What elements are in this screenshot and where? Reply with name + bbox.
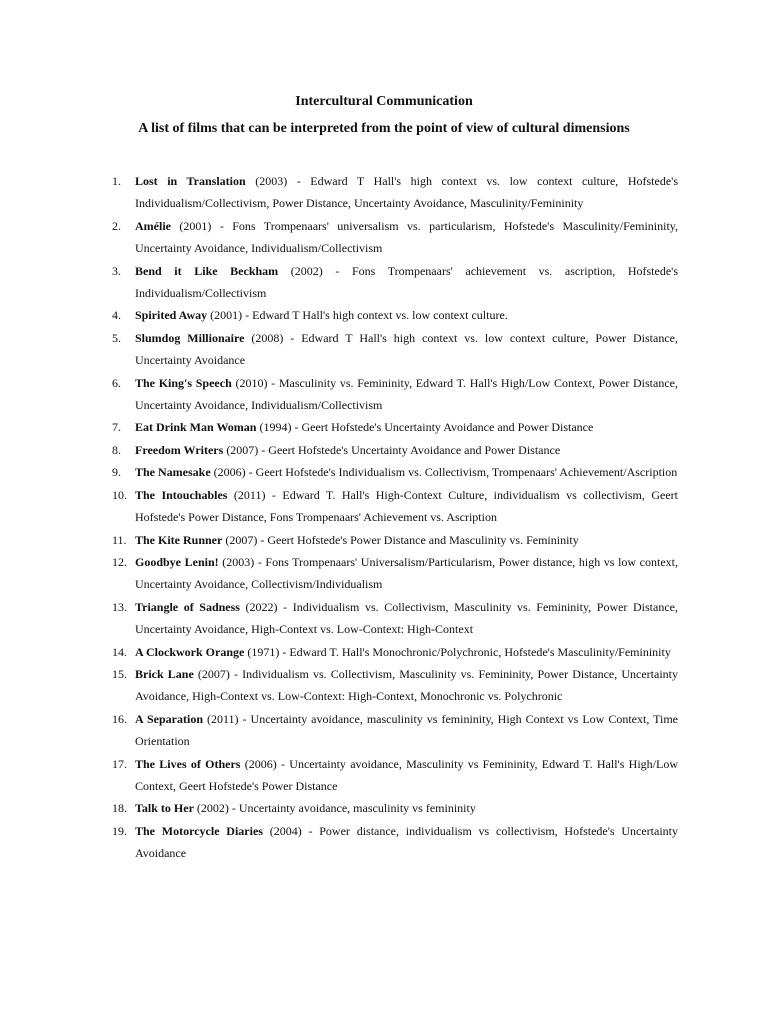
list-item-number: 4. xyxy=(112,308,121,323)
film-description: (2002) - Uncertainty avoidance, masculinity vs femininity xyxy=(193,801,476,816)
list-item-number: 8. xyxy=(112,442,121,457)
film-description: (2008) - Edward T Hall's high context vs. low context culture, Power Distance, Uncertainty Avoidance xyxy=(135,330,678,368)
film-description: (2003) - Edward T Hall's high context vs. low context culture, Hofstede's Individualism/Collectivism, Power Distance, Uncertainty Avoidance, Masculinity/Femininity xyxy=(135,174,678,211)
list-item xyxy=(0,304,678,326)
film-title: Bend it Like Beckham xyxy=(135,263,279,278)
film-title: Freedom Writers xyxy=(135,442,224,457)
list-item-number: 12. xyxy=(112,554,127,569)
list-item xyxy=(0,215,678,260)
film-title: Triangle of Sadness xyxy=(135,599,240,614)
list-item-number: 7. xyxy=(112,420,121,435)
document-subtitle: A list of films that can be interpreted from the point of view of cultural dimensions xyxy=(138,121,630,136)
film-title: The King's Speech xyxy=(135,375,232,390)
film-title: The Intouchables xyxy=(135,487,228,502)
film-description: (2006) - Geert Hofstede's Individualism vs. Collectivism, Trompenaars' Achievement/Ascription xyxy=(210,465,678,480)
list-item-number: 19. xyxy=(112,823,127,838)
film-title: Amélie xyxy=(135,218,171,233)
list-item-number: 2. xyxy=(112,218,121,233)
film-title: The Kite Runner xyxy=(135,532,223,547)
list-item-number: 10. xyxy=(112,487,127,502)
film-title: Goodbye Lenin! xyxy=(135,554,219,569)
film-description: (1994) - Geert Hofstede's Uncertainty Avoidance and Power Distance xyxy=(256,420,594,435)
film-description: (2011) - Edward T. Hall's High-Context Culture, individualism vs collectivism, Geert Hofstede's Power Distance, Fons Trompenaars' Achievement vs. Ascription xyxy=(135,487,678,525)
film-title: Eat Drink Man Woman xyxy=(135,420,257,435)
list-item-number: 17. xyxy=(112,756,127,771)
film-description: (2022) - Individualism vs. Collectivism, Masculinity vs. Femininity, Power Distance, Uncertainty Avoidance, High-Context vs. Low-Context: High-Context xyxy=(135,599,678,637)
list-item xyxy=(0,596,678,641)
list-item xyxy=(0,260,678,305)
list-item-number: 18. xyxy=(112,801,127,816)
film-description: (2006) - Uncertainty avoidance, Masculinity vs Femininity, Edward T. Hall's High/Low Context, Geert Hofstede's Power Distance xyxy=(135,756,678,793)
film-title: The Motorcycle Diaries xyxy=(135,823,263,838)
film-title: Brick Lane xyxy=(135,666,194,681)
list-item xyxy=(0,797,678,819)
film-description: (2007) - Geert Hofstede's Power Distance and Masculinity vs. Femininity xyxy=(222,532,579,547)
film-description: (2003) - Fons Trompenaars' Universalism/Particularism, Power distance, high vs low context, Uncertainty Avoidance, Collectivism/Individualism xyxy=(135,554,678,592)
list-item-number: 11. xyxy=(112,532,127,547)
film-title: Slumdog Millionaire xyxy=(135,330,245,345)
list-item-number: 5. xyxy=(112,330,121,345)
list-item xyxy=(0,170,678,215)
list-item xyxy=(0,461,678,483)
film-title: The Lives of Others xyxy=(135,756,241,771)
document-title: Intercultural Communication xyxy=(295,94,473,109)
film-description: (1971) - Edward T. Hall's Monochronic/Polychronic, Hofstede's Masculinity/Femininity xyxy=(244,644,671,659)
list-item xyxy=(0,708,678,753)
list-item xyxy=(0,641,678,663)
film-description: (2007) - Geert Hofstede's Uncertainty Avoidance and Power Distance xyxy=(223,442,561,457)
list-item xyxy=(0,663,678,708)
film-title: The Namesake xyxy=(135,465,211,480)
film-title: Spirited Away xyxy=(135,308,208,323)
list-item-number: 14. xyxy=(112,644,127,659)
film-title: A Clockwork Orange xyxy=(135,644,245,659)
list-item xyxy=(0,327,678,372)
list-item xyxy=(0,551,678,596)
film-description: (2004) - Power distance, individualism vs collectivism, Hofstede's Uncertainty Avoidance xyxy=(135,823,678,861)
film-title: Talk to Her xyxy=(135,801,194,816)
film-list xyxy=(0,170,768,865)
list-item-number: 13. xyxy=(112,599,127,614)
film-description: (2011) - Uncertainty avoidance, masculinity vs femininity, High Context vs Low Context, Time Orientation xyxy=(135,711,679,749)
list-item-number: 9. xyxy=(112,465,121,480)
list-item xyxy=(0,372,678,417)
list-item xyxy=(0,416,678,438)
list-item xyxy=(0,439,678,461)
film-description: (2002) - Fons Trompenaars' achievement vs. ascription, Hofstede's Individualism/Collectivism xyxy=(135,263,678,301)
list-item-number: 1. xyxy=(112,174,121,188)
list-item-number: 16. xyxy=(112,711,127,726)
list-item xyxy=(0,753,678,798)
film-description: (2010) - Masculinity vs. Femininity, Edward T. Hall's High/Low Context, Power Distance, Uncertainty Avoidance, Individualism/Collectivism xyxy=(135,375,678,413)
film-description: (2007) - Individualism vs. Collectivism, Masculinity vs. Femininity, Power Distance, Uncertainty Avoidance, High-Context vs. Low-Context: High-Context, Monochronic vs. Polychronic xyxy=(135,666,678,704)
film-title: Lost in Translation xyxy=(135,174,246,188)
film-description: (2001) - Edward T Hall's high context vs. low context culture. xyxy=(207,308,508,323)
list-item xyxy=(0,529,678,551)
film-title: A Separation xyxy=(135,711,204,726)
film-description: (2001) - Fons Trompenaars' universalism vs. particularism, Hofstede's Masculinity/Femininity, Uncertainty Avoidance, Individualism/Collectivism xyxy=(135,218,678,256)
list-item-number: 15. xyxy=(112,666,127,681)
list-item xyxy=(0,820,678,865)
list-item-number: 6. xyxy=(112,375,121,390)
list-item-number: 3. xyxy=(112,263,121,278)
list-item xyxy=(0,484,678,529)
